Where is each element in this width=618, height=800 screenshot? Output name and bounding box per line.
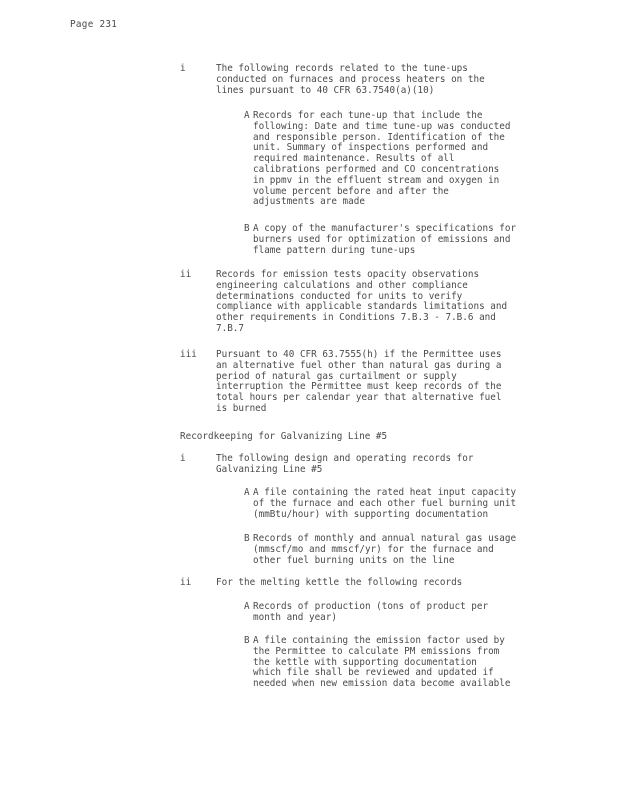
subitem-marker: B [244,533,250,544]
item-marker: i [180,63,186,74]
subitem-marker: A [244,487,250,498]
page-number: Page 231 [70,19,118,30]
item-text: Records for emission tests opacity observations engineering calculations and other compliance determinations conducted for units to verify compliance with applicable standards limitations and other requirements in Conditions 7.B.3 - 7.B.6 and 7.B.7 [216,269,508,334]
subitem-text: Records for each tune-up that include the following: Date and time tune-up was conducted and responsible person. Identification of the unit. Summary of inspections performed and required maintenance. Results of all calibrations performed and CO concentrations in ppmv in the effluent stream and oxygen in volume percent before and after the adjustments are made [253,110,511,208]
record-subitem-i-b [216,224,546,256]
record-item-ii [180,270,545,335]
record-item-galv-ii [180,578,545,589]
section-heading: Recordkeeping for Galvanizing Line #5 [180,431,388,442]
subitem-marker: B [244,635,250,646]
item-text: For the melting kettle the following records [216,577,463,588]
subitem-text: Records of production (tons of product per month and year) [253,601,489,623]
record-item-i [180,64,545,96]
subitem-text: A file containing the rated heat input capacity of the furnace and each other fuel burning unit (mmBtu/hour) with supporting documentation [253,487,517,520]
item-marker: i [180,453,186,464]
subitem-text: A copy of the manufacturer's specifications for burners used for optimization of emissions and flame pattern during tune-ups [253,223,517,256]
item-marker: iii [180,349,197,360]
subitem-text: A file containing the emission factor used by the Permittee to calculate PM emissions from the kettle with supporting documentation which file shall be reviewed and updated if needed when new emission data become available [253,635,511,690]
subitem-text: Records of monthly and annual natural gas usage (mmscf/mo and mmscf/yr) for the furnace and other fuel burning units on the line [253,533,517,566]
subitem-marker: A [244,601,250,612]
subitem-marker: B [244,223,250,234]
record-subitem-galv-ii-b [216,636,546,690]
record-item-iii [180,350,545,415]
record-subitem-galv-ii-a [216,602,546,624]
item-text: The following design and operating records for Galvanizing Line #5 [216,453,474,475]
record-item-galv-i [180,454,545,476]
item-marker: ii [180,577,192,588]
record-subitem-galv-i-b [216,534,546,566]
item-text: The following records related to the tune-ups conducted on furnaces and process heaters on the lines pursuant to 40 CFR 63.7540(a)(10) [216,63,485,96]
record-subitem-i-a [216,111,546,208]
item-marker: ii [180,269,192,280]
subitem-marker: A [244,110,250,121]
record-subitem-galv-i-a [216,488,546,520]
item-text: Pursuant to 40 CFR 63.7555(h) if the Permittee uses an alternative fuel other than natural gas during a period of natural gas curtailment or supply interruption the Permittee must keep records of the total hours per calendar year that alternative fuel is burned [216,349,502,414]
